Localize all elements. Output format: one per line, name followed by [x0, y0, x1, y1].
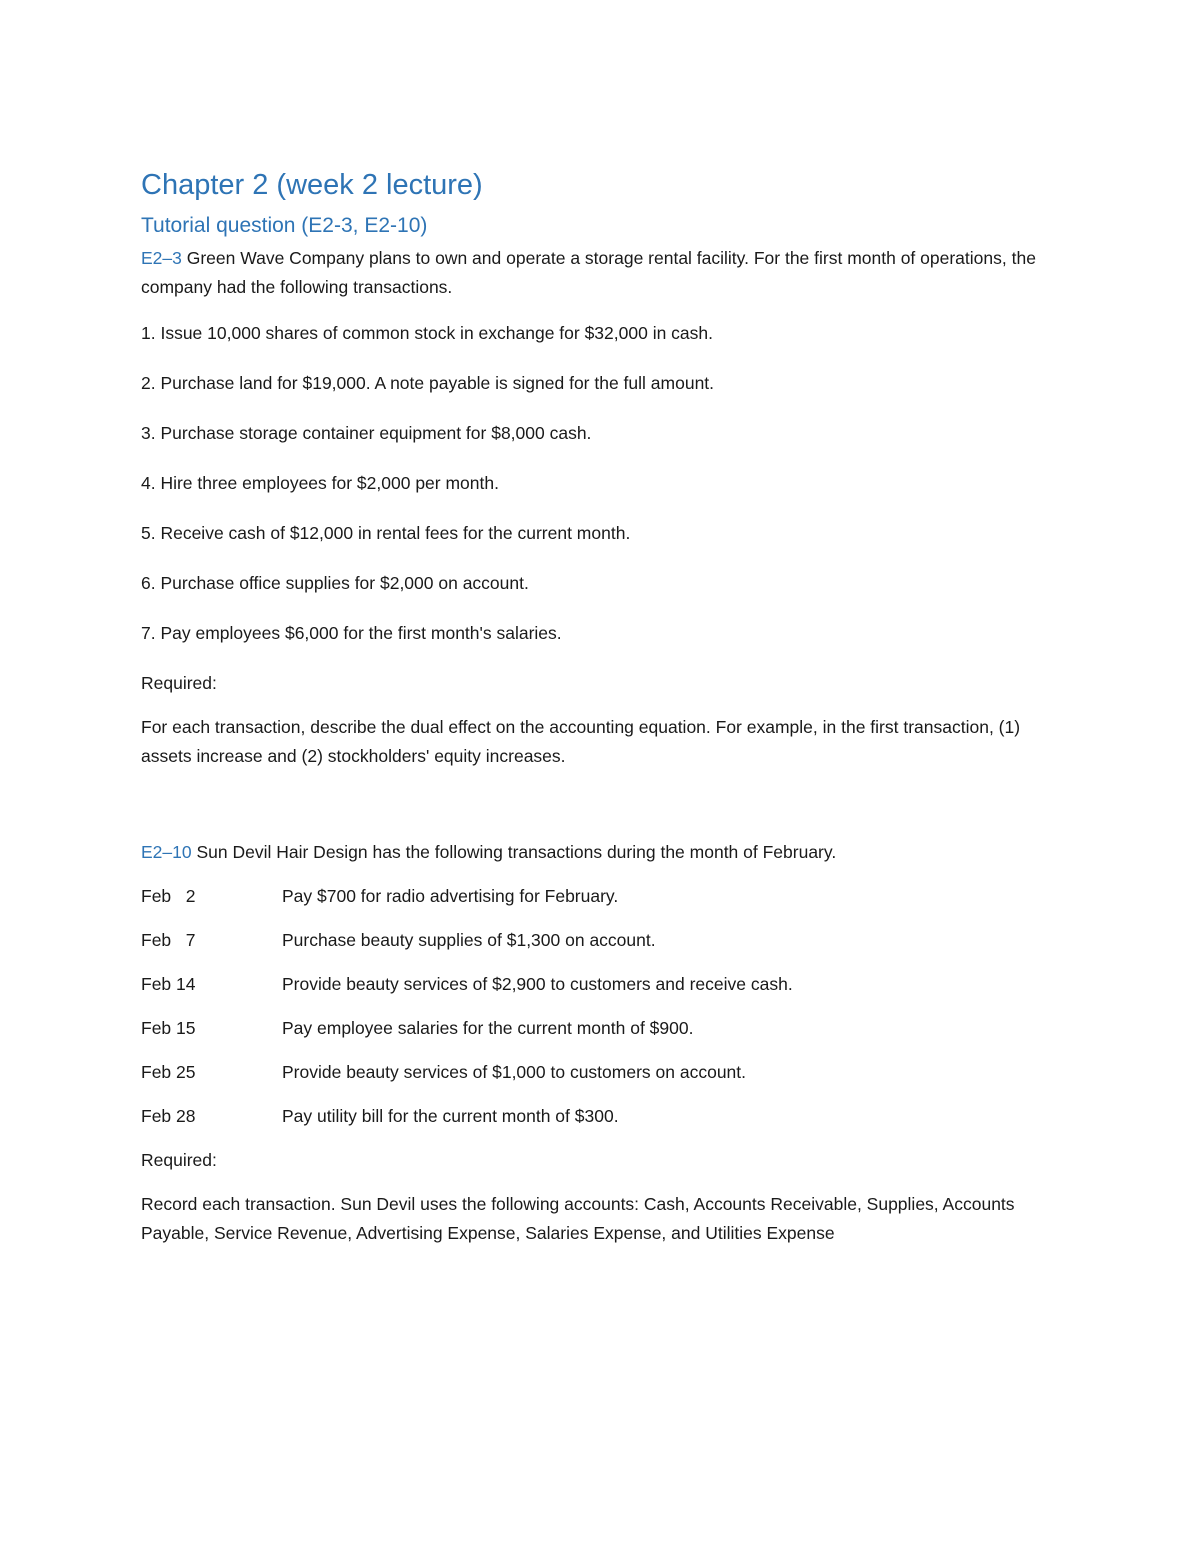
e2-3-intro [141, 244, 1041, 302]
document-title: Chapter 2 (week 2 lecture) [141, 169, 483, 201]
list-item: 2. Purchase land for $19,000. A note payable is signed for the full amount. [141, 373, 715, 393]
table-row [141, 882, 1041, 926]
e2-10-transaction-list [141, 882, 1041, 1146]
transaction-date: Feb 25 [141, 1062, 196, 1082]
transaction-date: Feb 2 [141, 886, 196, 906]
transaction-description: Provide beauty services of $2,900 to customers and receive cash. [282, 974, 793, 994]
transaction-date: Feb 15 [141, 1018, 196, 1038]
document-subtitle: Tutorial question (E2-3, E2-10) [141, 214, 428, 237]
e2-10-intro-text: Sun Devil Hair Design has the following transactions during the month of February. [191, 842, 837, 862]
transaction-description: Purchase beauty supplies of $1,300 on account. [282, 930, 656, 950]
list-item: 3. Purchase storage container equipment for $8,000 cash. [141, 423, 592, 443]
transaction-date: Feb 28 [141, 1106, 196, 1126]
table-row [141, 1014, 1041, 1058]
list-item: 4. Hire three employees for $2,000 per month. [141, 473, 499, 493]
e2-10-required-label: Required: [141, 1150, 217, 1170]
e2-10-required-text: Record each transaction. Sun Devil uses the following accounts: Cash, Accounts Receivable, Supplies, Accounts Payable, Service Revenue, Advertising Expense, Salaries Expense, and Utilities Expense [141, 1194, 1015, 1243]
e2-10-intro [141, 838, 1041, 882]
list-item: 5. Receive cash of $12,000 in rental fees for the current month. [141, 523, 631, 543]
transaction-date: Feb 14 [141, 974, 196, 994]
list-item: 1. Issue 10,000 shares of common stock in exchange for $32,000 in cash. [141, 323, 714, 343]
table-row [141, 926, 1041, 970]
list-item: 6. Purchase office supplies for $2,000 on account. [141, 573, 529, 593]
e2-3-code: E2–3 [141, 248, 182, 268]
e2-10-code: E2–10 [141, 842, 192, 862]
transaction-description: Pay $700 for radio advertising for February. [282, 886, 619, 906]
list-item: 7. Pay employees $6,000 for the first month's salaries. [141, 623, 562, 643]
document-page [141, 166, 1041, 1248]
transaction-date: Feb 7 [141, 930, 196, 950]
transaction-description: Provide beauty services of $1,000 to customers on account. [282, 1062, 747, 1082]
e2-3-required-label: Required: [141, 673, 217, 693]
table-row [141, 1058, 1041, 1102]
transaction-description: Pay employee salaries for the current month of $900. [282, 1018, 694, 1038]
table-row [141, 1102, 1041, 1146]
exercise-e2-10 [141, 838, 1041, 1248]
e2-3-intro-text: Green Wave Company plans to own and operate a storage rental facility. For the first month of operations, the company had the following transactions. [141, 248, 1036, 297]
e2-3-transaction-list [141, 319, 1041, 669]
e2-3-required-text: For each transaction, describe the dual effect on the accounting equation. For example, in the first transaction, (1) assets increase and (2) stockholders' equity increases. [141, 717, 1021, 766]
transaction-description: Pay utility bill for the current month of $300. [282, 1106, 619, 1126]
exercise-e2-3 [141, 244, 1041, 771]
table-row [141, 970, 1041, 1014]
